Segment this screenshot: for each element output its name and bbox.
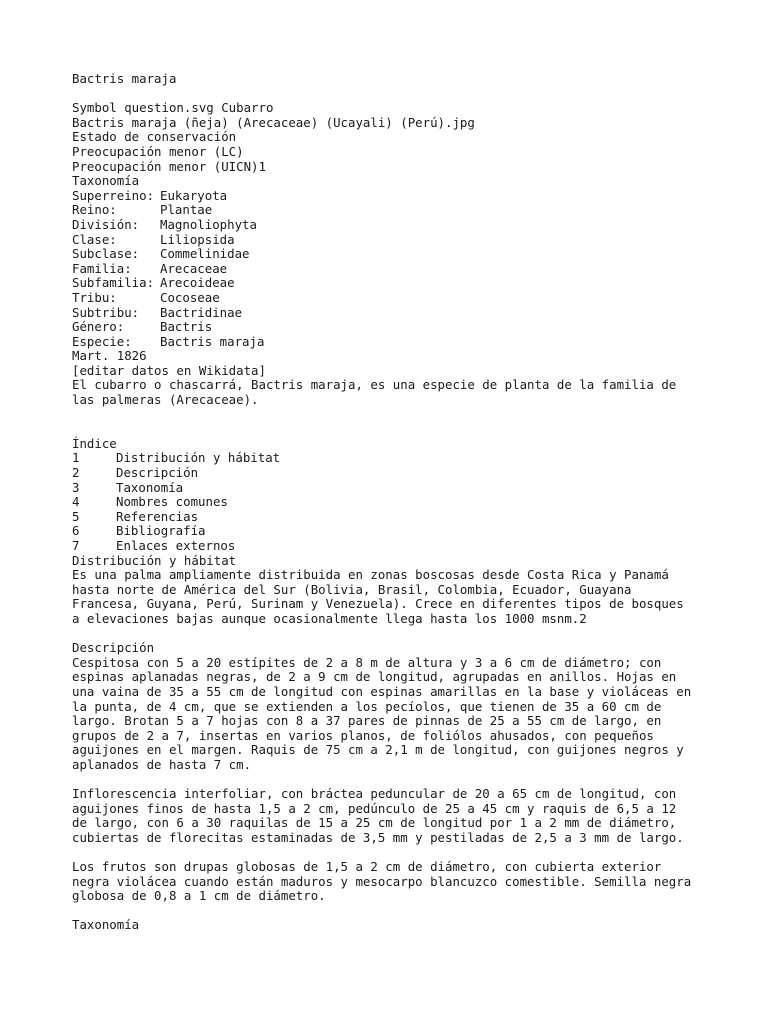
fruit-line: Los frutos son drupas globosas de 1,5 a 2 cm de diámetro, con cubierta exterior	[72, 859, 662, 875]
section-heading-taxonomy: Taxonomía	[72, 917, 140, 933]
description-line: aplanados de hasta 7 cm.	[72, 756, 252, 772]
description-line: largo. Brotan 5 a 7 hojas con 8 a 37 pares de pinnas de 25 a 55 cm de largo, en	[72, 713, 662, 729]
intro-paragraph-line: las palmeras (Arecaceae).	[72, 392, 259, 408]
distribution-line: hasta norte de América del Sur (Bolivia, Brasil, Colombia, Ecuador, Guayana	[72, 581, 632, 597]
taxonomy-row	[72, 203, 712, 218]
description-line: Cespitosa con 5 a 20 estípites de 2 a 8 m de altura y 3 a 6 cm de diámetro; con	[72, 654, 662, 670]
fruit-line: negra violácea cuando están maduros y mesocarpo blancuzco comestible. Semilla negra	[72, 873, 692, 889]
spacer	[72, 845, 712, 860]
conservation-heading: Estado de conservación	[72, 129, 237, 145]
toc-item[interactable]	[72, 510, 712, 525]
toc-number: 3	[72, 479, 80, 495]
taxonomy-row	[72, 335, 712, 350]
image-caption-line: Bactris maraja (ñeja) (Arecaceae) (Ucayali) (Perú).jpg	[72, 114, 475, 130]
description-line: espinas aplanadas negras, de 2 a 9 cm de longitud, agrupadas en anillos. Hojas en	[72, 669, 677, 685]
section-heading-distribution: Distribución y hábitat	[72, 552, 237, 568]
taxonomy-value: Arecoideae	[160, 275, 235, 291]
description-line: una vaina de 35 a 55 cm de longitud con espinas amarillas en la base y violáceas en	[72, 683, 692, 699]
taxonomy-value: Bactris maraja	[160, 333, 265, 349]
taxonomy-heading: Taxonomía	[72, 173, 140, 189]
taxonomy-value: Arecaceae	[160, 260, 228, 276]
spacer	[72, 408, 712, 437]
toc-item[interactable]	[72, 481, 712, 496]
article-title: Bactris maraja	[72, 71, 177, 86]
fruit-line: globosa de 0,8 a 1 cm de diámetro.	[72, 888, 326, 904]
distribution-line: a elevaciones bajas aunque ocasionalmente llega hasta los 1000 msnm.2	[72, 610, 587, 626]
taxon-authority: Mart. 1826	[72, 348, 147, 364]
taxonomy-row	[72, 233, 712, 248]
toc-item[interactable]	[72, 539, 712, 554]
spacer	[72, 627, 712, 642]
distribution-line: Francesa, Guyana, Perú, Surinam y Venezuela). Crece en diferentes tipos de bosques	[72, 596, 684, 612]
taxonomy-rank: Subtribu:	[72, 304, 140, 320]
section-heading-description: Descripción	[72, 640, 155, 656]
spacer	[72, 87, 712, 102]
spacer	[72, 904, 712, 919]
toc-label: Nombres comunes	[116, 494, 228, 510]
toc-label: Descripción	[116, 465, 199, 481]
taxonomy-row	[72, 189, 712, 204]
table-of-contents	[72, 451, 712, 553]
inflorescence-line: Inflorescencia interfoliar, con bráctea peduncular de 20 a 65 cm de longitud, con	[72, 786, 677, 802]
toc-number: 2	[72, 465, 80, 481]
taxonomy-row	[72, 276, 712, 291]
taxonomy-value: Magnoliophyta	[160, 216, 257, 232]
taxonomy-rank: Subfamilia:	[72, 275, 155, 291]
taxonomy-rank: Reino:	[72, 202, 117, 218]
conservation-status: Preocupación menor (UICN)1	[72, 158, 266, 174]
taxonomy-row	[72, 291, 712, 306]
toc-number: 1	[72, 450, 80, 466]
taxonomy-table	[72, 189, 712, 350]
document-page	[72, 72, 712, 933]
taxonomy-value: Liliopsida	[160, 231, 235, 247]
taxonomy-rank: Tribu:	[72, 289, 117, 305]
conservation-status: Preocupación menor (LC)	[72, 143, 244, 159]
intro-paragraph-line: El cubarro o chascarrá, Bactris maraja, es una especie de planta de la familia de	[72, 377, 677, 393]
toc-item[interactable]	[72, 524, 712, 539]
toc-label: Bibliografía	[116, 523, 206, 539]
taxonomy-value: Plantae	[160, 202, 213, 218]
taxonomy-rank: Superreino:	[72, 187, 155, 203]
toc-label: Enlaces externos	[116, 538, 236, 553]
toc-item[interactable]	[72, 466, 712, 481]
taxonomy-value: Cocoseae	[160, 289, 220, 305]
taxonomy-rank: Subclase:	[72, 246, 140, 262]
distribution-line: Es una palma ampliamente distribuida en zonas boscosas desde Costa Rica y Panamá	[72, 567, 669, 583]
taxonomy-rank: Clase:	[72, 231, 117, 247]
taxonomy-value: Eukaryota	[160, 187, 228, 203]
toc-number: 7	[72, 538, 80, 553]
taxonomy-rank: División:	[72, 216, 140, 232]
inflorescence-line: de largo, con 6 a 30 raquilas de 15 a 25 cm de longitud por 1 a 2 mm de diámetro,	[72, 815, 677, 831]
toc-item[interactable]	[72, 451, 712, 466]
toc-label: Distribución y hábitat	[116, 450, 281, 466]
taxonomy-value: Commelinidae	[160, 246, 250, 262]
description-line: la punta, de 4 cm, que se extienden a los pecíolos, que tienen de 35 a 60 cm de	[72, 698, 662, 714]
toc-label: Taxonomía	[116, 479, 184, 495]
toc-item[interactable]	[72, 495, 712, 510]
taxonomy-row	[72, 218, 712, 233]
toc-label: Referencias	[116, 508, 199, 524]
taxonomy-row	[72, 320, 712, 335]
taxonomy-value: Bactris	[160, 319, 213, 335]
taxonomy-value: Bactridinae	[160, 304, 243, 320]
image-caption-line: Symbol question.svg Cubarro	[72, 100, 274, 116]
taxonomy-rank: Especie:	[72, 333, 132, 349]
toc-heading: Índice	[72, 435, 117, 451]
taxonomy-rank: Género:	[72, 319, 125, 335]
inflorescence-line: cubiertas de florecitas estaminadas de 3,5 mm y pestiladas de 2,5 a 3 mm de largo.	[72, 829, 684, 845]
inflorescence-line: aguijones finos de hasta 1,5 a 2 cm, pedúnculo de 25 a 45 cm y raquis de 6,5 a 12	[72, 800, 677, 816]
description-line: aguijones en el margen. Raquis de 75 cm a 2,1 m de longitud, con guijones negros y	[72, 742, 684, 758]
description-line: grupos de 2 a 7, insertas en varios planos, de foliólos ahusados, con pequeños	[72, 727, 654, 743]
edit-wikidata-link[interactable]: [editar datos en Wikidata]	[72, 362, 266, 378]
toc-number: 5	[72, 508, 80, 524]
taxonomy-row	[72, 306, 712, 321]
toc-number: 4	[72, 494, 80, 510]
taxonomy-row	[72, 262, 712, 277]
taxonomy-row	[72, 247, 712, 262]
toc-number: 6	[72, 523, 80, 539]
spacer	[72, 773, 712, 788]
taxonomy-rank: Familia:	[72, 260, 132, 276]
